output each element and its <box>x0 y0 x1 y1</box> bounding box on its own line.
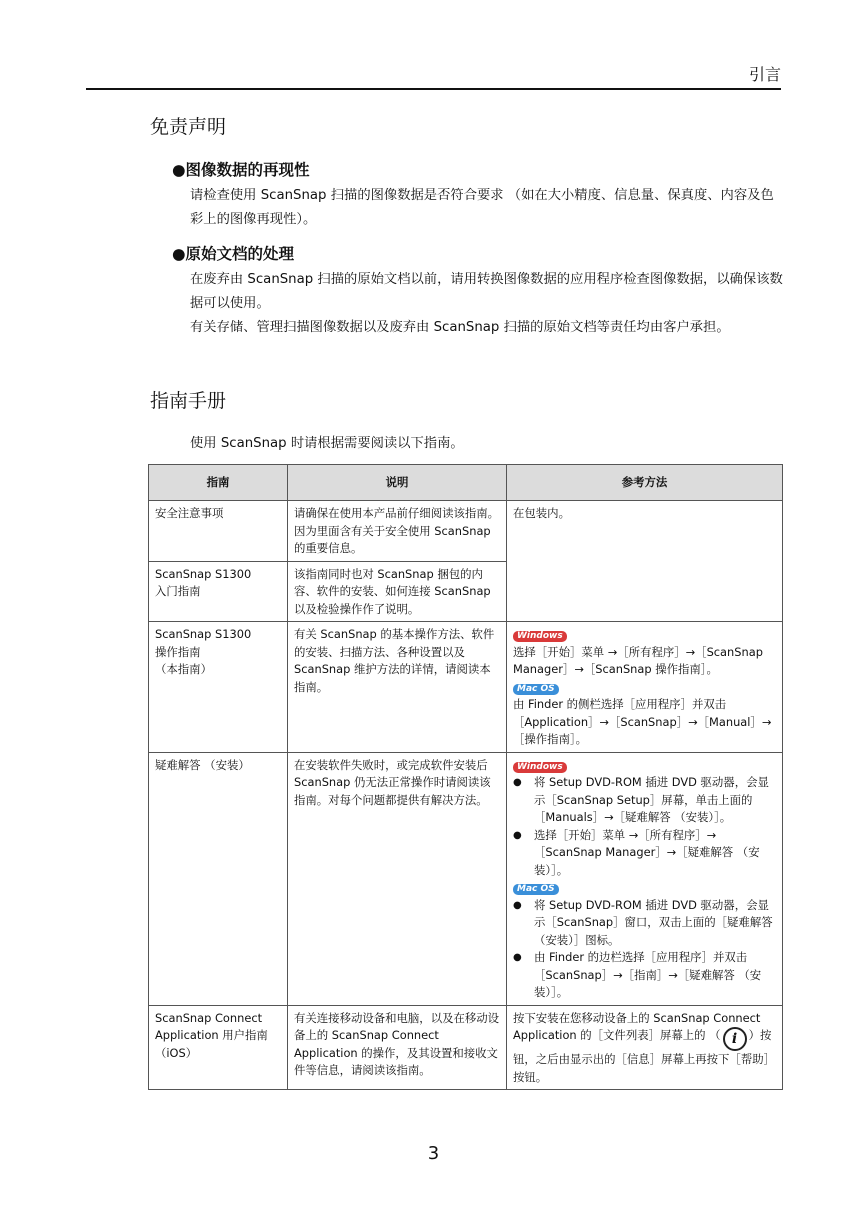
disclaimer-item-paragraph: 有关存储、管理扫描图像数据以及废弃由 ScanSnap 扫描的原始文档等责任均由客户承担。 <box>190 320 730 335</box>
guide-name <box>149 1005 288 1090</box>
guide-reference: 在包装内。 <box>507 501 783 622</box>
guide-description: 该指南同时也对 ScanSnap 捆包的内容、软件的安装、如何连接 ScanSnap 以及检验操作作了说明。 <box>288 561 507 622</box>
windows-steps-list <box>513 774 776 879</box>
guide-reference <box>507 622 783 753</box>
info-icon: i <box>723 1027 747 1051</box>
list-item: ● 由 Finder 的边栏选择［应用程序］并双击［ScanSnap］→［指南］→［疑难解答 （安装）］。 <box>513 949 776 1002</box>
disclaimer-item-heading: ●原始文档的处理 <box>172 245 295 263</box>
guide-name-line: （iOS） <box>155 1045 198 1060</box>
table-header-row <box>149 465 783 501</box>
manuals-table <box>148 464 783 1090</box>
page-number: 3 <box>427 1143 440 1164</box>
table-row <box>149 1005 783 1090</box>
disclaimer-item-paragraph: 请检查使用 ScanSnap 扫描的图像数据是否符合要求 （如在大小精度、信息量、保真度、内容及色彩上的图像再现性）。 <box>190 188 774 227</box>
guide-name-line: ScanSnap Connect <box>155 1010 263 1025</box>
manuals-title: 指南手册 <box>150 390 227 412</box>
guide-description: 有关连接移动设备和电脑，以及在移动设备上的 ScanSnap Connect Application 的操作，及其设置和接收文件等信息，请阅读该指南。 <box>288 1005 507 1090</box>
guide-name: 疑难解答 （安装） <box>149 752 288 1005</box>
list-item: ● 将 Setup DVD-ROM 插进 DVD 驱动器，会显示［ScanSnap］窗口，双击上面的［疑难解答 （安装）］图标。 <box>513 897 776 950</box>
guide-name-line: 入门指南 <box>155 584 201 598</box>
mac-os-badge: Mac OS <box>513 884 559 895</box>
list-item: ● 选择［开始］菜单 →［所有程序］→［ScanSnap Manager］→［疑难解答 （安装）］。 <box>513 827 776 880</box>
reference-windows-text: 选择［开始］菜单 →［所有程序］→［ScanSnap Manager］→［ScanSnap 操作指南］。 <box>513 644 763 676</box>
column-header-description: 说明 <box>288 465 507 501</box>
header-section-title: 引言 <box>748 65 781 84</box>
manuals-intro: 使用 ScanSnap 时请根据需要阅读以下指南。 <box>190 436 464 451</box>
windows-badge: Windows <box>513 631 567 642</box>
guide-name-line: 操作指南 <box>155 644 201 659</box>
table-row <box>149 622 783 753</box>
guide-name-line: （本指南） <box>155 662 212 676</box>
guide-name <box>149 561 288 622</box>
windows-badge: Windows <box>513 762 567 773</box>
guide-description: 有关 ScanSnap 的基本操作方法、软件的安装、扫描方法、各种设置以及 ScanSnap 维护方法的详情，请阅读本指南。 <box>288 622 507 753</box>
guide-name-line: ScanSnap S1300 <box>155 566 252 581</box>
guide-name-line: ScanSnap S1300 <box>155 627 252 641</box>
guide-name: 安全注意事项 <box>149 501 288 562</box>
guide-description: 请确保在使用本产品前仔细阅读该指南。因为里面含有关于安全使用 ScanSnap 的重要信息。 <box>288 501 507 562</box>
column-header-reference: 参考方法 <box>507 465 783 501</box>
header-rule <box>86 88 781 90</box>
reference-text-before: 按下安装在您移动设备上的 ScanSnap Connect Application 的［文件列表］屏幕上的 （ <box>513 1010 761 1042</box>
column-header-guide: 指南 <box>149 465 288 501</box>
disclaimer-item-heading: ●图像数据的再现性 <box>172 161 310 179</box>
table-row <box>149 501 783 562</box>
mac-steps-list <box>513 897 776 1002</box>
guide-name <box>149 622 288 753</box>
guide-description: 在安装软件失败时，或完成软件安装后 ScanSnap 仍无法正常操作时请阅读该指南。对每个问题都提供有解决方法。 <box>288 752 507 1005</box>
reference-mac-text: 由 Finder 的侧栏选择［应用程序］并双击［Application］→［ScanSnap］→［Manual］→［操作指南］。 <box>513 697 772 746</box>
list-item: ● 将 Setup DVD-ROM 插进 DVD 驱动器，会显示［ScanSnap Setup］屏幕，单击上面的［Manuals］→［疑难解答 （安装）］。 <box>513 774 776 827</box>
disclaimer-item-paragraph: 在废弃由 ScanSnap 扫描的原始文档以前，请用转换图像数据的应用程序检查图像数据，以确保该数据可以使用。 <box>190 272 783 311</box>
reference-text-after: ）按钮，之后由显示出的［信息］屏幕上再按下［帮助］按钮。 <box>513 1028 775 1084</box>
guide-name-line: Application 用户指南 <box>155 1028 268 1042</box>
table-row <box>149 752 783 1005</box>
guide-reference <box>507 1005 783 1090</box>
guide-reference <box>507 752 783 1005</box>
mac-os-badge: Mac OS <box>513 684 559 695</box>
disclaimer-title: 免责声明 <box>150 116 227 138</box>
